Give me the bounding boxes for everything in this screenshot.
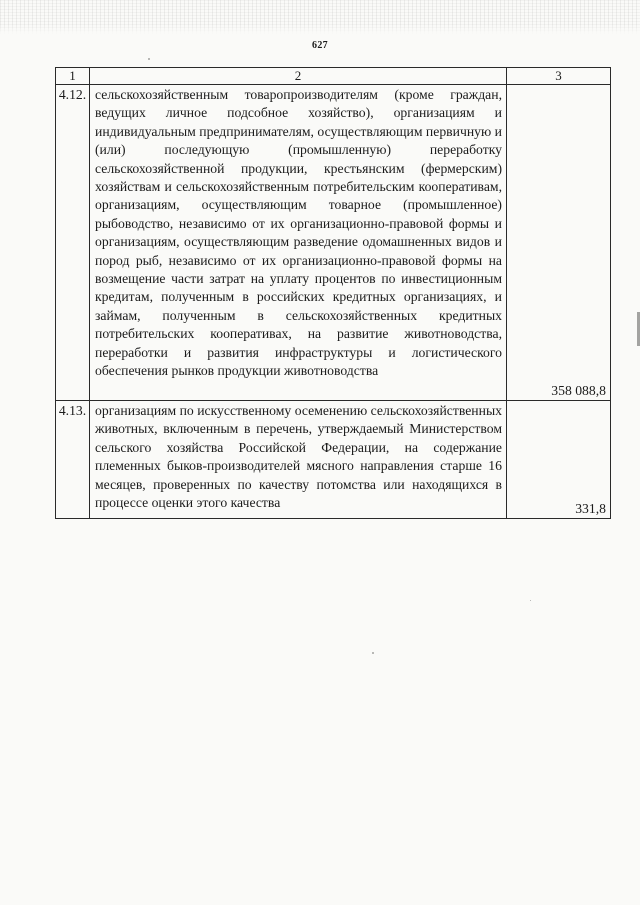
scan-noise-band — [0, 0, 640, 34]
budget-table — [55, 67, 611, 519]
row-number: 4.13. — [56, 401, 90, 519]
row-amount: 331,8 — [507, 401, 611, 519]
scan-speck — [148, 58, 150, 60]
row-description: сельскохозяйственным товаропроизводителям (кроме граждан, ведущих личное подсобное хозяйство), организациям и индивидуальным предпринимателям, осуществляющим первичную и (или) последующую (промышленную) переработку сельскохозяйственной продукции, крестьянским (фермерским) хозяйствам и сельскохозяйственным потребительским кооперативам, организациям, осуществляющим товарное (промышленное) рыбоводство, независимо от их организационно-правовой формы и организациям, осуществляющим разведение одомашненных видов и пород рыб, независимо от их организационно-правовой формы на возмещение части затрат на уплату процентов по инвестиционным кредитам, полученным в российских кредитных организациях, и займам, полученным в сельскохозяйственных кредитных потребительских кооперативах, на развитие животноводства, переработки и развития инфраструктуры и логистического обеспечения рынков продукции животноводства — [90, 85, 507, 401]
table-header-row — [56, 68, 611, 85]
table-row — [56, 401, 611, 519]
row-amount: 358 088,8 — [507, 85, 611, 401]
table-row — [56, 85, 611, 401]
column-header-1: 1 — [56, 68, 90, 85]
column-header-3: 3 — [507, 68, 611, 85]
page-number: 627 — [312, 40, 328, 51]
scan-speck — [372, 652, 374, 654]
row-number: 4.12. — [56, 85, 90, 401]
row-description: организациям по искусственному осеменению сельскохозяйственных животных, включенным в перечень, утверждаемый Министерством сельского хозяйства Российской Федерации, на содержание племенных быков-производителей мясного направления старше 16 месяцев, проверенных по качеству потомства или находящихся в процессе оценки этого качества — [90, 401, 507, 519]
scan-speck — [530, 600, 531, 601]
column-header-2: 2 — [90, 68, 507, 85]
